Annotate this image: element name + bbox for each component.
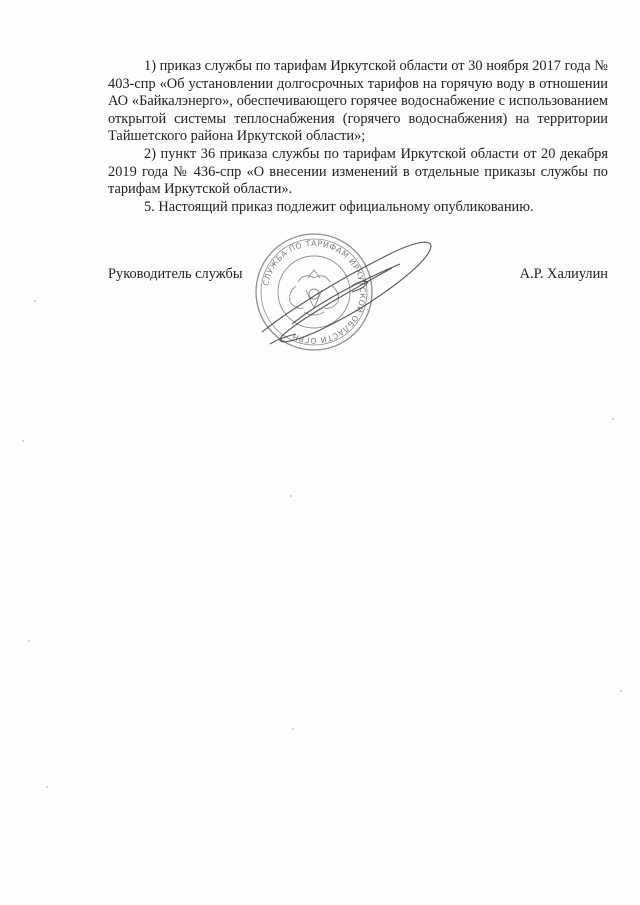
paragraph-item-2: 2) пункт 36 приказа службы по тарифам Иркутской области от 20 декабря 2019 года № 436-спр «О внесении изменений в отдельные приказы службы по тарифам Иркутской области». xyxy=(108,145,608,198)
scan-speck xyxy=(28,640,30,642)
scan-speck xyxy=(620,690,622,692)
signatory-title: Руководитель службы xyxy=(108,266,243,282)
paragraph-item-5: 5. Настоящий приказ подлежит официальному опубликованию. xyxy=(144,198,534,215)
seal-ring-text: СЛУЖБА ПО ТАРИФАМ ИРКУТСКОЙ ОБЛАСТИ ОГРН xyxy=(261,238,368,346)
scan-speck xyxy=(22,440,24,442)
document-body xyxy=(108,58,608,216)
scan-speck xyxy=(46,786,48,788)
signatory-name: А.Р. Халиулин xyxy=(519,266,608,282)
seal-stamp xyxy=(256,234,372,350)
scan-speck xyxy=(290,495,292,497)
svg-text:СЛУЖБА ПО ТАРИФАМ ИРКУТСКОЙ ОБ xyxy=(261,239,367,345)
paragraph-item-1: 1) приказ службы по тарифам Иркутской области от 30 ноября 2017 года № 403-спр «Об установлении долгосрочных тарифов на горячую воду в отношении АО «Байкалэнерго», обеспечивающего горячее водоснабжение с использованием открытой системы теплоснабжения (горячего водоснабжения) на территории Тайшетского района Иркутской области»; xyxy=(108,58,608,145)
scan-speck xyxy=(34,300,36,302)
official-seal-icon xyxy=(222,220,442,370)
handwritten-signature-icon xyxy=(262,242,431,344)
scan-speck xyxy=(612,418,614,420)
emblem-icon xyxy=(290,270,339,315)
scan-speck xyxy=(292,728,294,730)
